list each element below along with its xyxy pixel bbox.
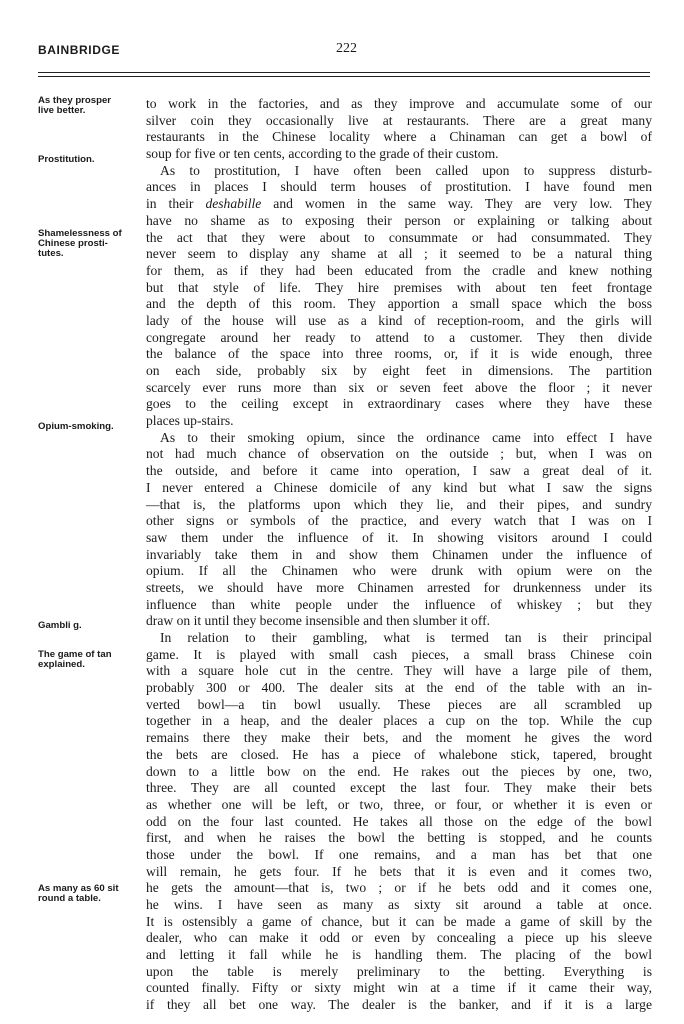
body-line: never seem to display any shame at all ; it seemed to be a natural thing [146,246,652,262]
body-line: those under the bowl. If one remains, and a man has bet that one [146,846,652,862]
body-line: if they all bet one way. The dealer is the banker, and if it is a large [146,997,652,1013]
body-line: to work in the factories, and as they improve and accumulate some of our [146,96,652,111]
body-line: game. It is played with small cash pieces, a small brass Chinese coin [146,646,652,662]
body-line: will remain, he gets four. If he bets that it is even and it comes two, [146,863,652,879]
body-line: he wins. I have seen as many as sixty sit around a table at once. [146,897,652,912]
body-line: saw them under the influence of it. In showing visitors around I could [146,529,652,545]
header-rule-bottom [38,76,650,77]
margin-note-line: Chinese prosti- [38,238,108,249]
body-line: I never entered a Chinese domicile of any kind but what I saw the signs [146,479,652,495]
body-line: invariably take them in and show them Chinamen under the influence of [146,546,652,562]
margin-note-line: As many as 60 sit [38,883,119,894]
margin-note-line: tutes. [38,248,64,259]
body-line: congregate around her ready to attend to a customer. They then divide [146,329,652,345]
body-line: verted bowl—a tin bowl usually. These pieces are all scrambled up [146,696,652,712]
margin-note-line: Opium-smoking. [38,421,114,432]
margin-note-line: Prostitution. [38,154,95,165]
margin-note [38,650,140,670]
margin-note-line: The game of tan [38,649,112,660]
header-rule-top [38,72,650,73]
body-line: first, and when he raises the bowl the betting is stopped, and he counts [146,830,652,846]
body-line: together in a heap, and the dealer places a cup on the top. While the cup [146,713,652,729]
body-line: the balance of the space into three rooms, or, if it is wide enough, three [146,346,652,362]
margin-note [38,621,140,631]
body-line: scarcely ever runs more than six or seven feet above the floor ; it never [146,379,652,395]
body-line: upon the table is merely preliminary to the betting. Everything is [146,963,652,979]
margin-note-line: As they prosper [38,95,112,106]
body-line: In relation to their gambling, what is termed tan is their principal [160,630,652,645]
margin-note-line: Gambli g. [38,620,82,631]
body-line: draw on it until they become insensible and then slumber it off. [146,613,491,629]
body-line: As to their smoking opium, since the ordinance came into effect I have [160,429,652,445]
body-line: —that is, the platforms upon which they lie, and their pipes, and sundry [146,496,652,512]
body-line: probably 300 or 400. The dealer sits at the end of the table with an in- [146,680,652,696]
body-line: the outside, and before it came into operation, I saw a great deal of it. [146,463,652,479]
body-line: It is ostensibly a game of chance, but it can be made a game of skill by the [146,913,652,929]
body-line: and the depth of this room. They apportion a small space which the boss [146,296,652,312]
body-line: silver coin they occasionally live at restaurants. There are a great many [146,112,652,128]
body-line: in their deshabille and women in the same way. They are very low. They [146,196,652,212]
body-line: with a square hole cut in the centre. They will have a large pile of them, [146,663,652,679]
body-line: ances in places I should term houses of prostitution. I have found men [146,179,652,195]
body-line: three. They are all counted except the last four. They make their bets [146,780,652,796]
running-head [38,43,648,63]
body-line: for them, as if they had been educated from the cradle and knew nothing [146,262,652,278]
margin-note [38,229,140,259]
body-line: on each side, probably six by eight feet in dimensions. The partition [146,363,652,378]
running-title: BAINBRIDGE [38,43,121,57]
body-line: soup for five or ten cents, according to the grade of their custom. [146,146,499,162]
page-number: 222 [336,41,357,56]
body-line: other signs or symbols of the practice, and every watch that I was on I [146,513,652,529]
body-line: have no shame as to exposing their person or explaining or talking about [146,212,652,228]
body-line: odd on the four last counted. He takes all those on the edge of the bowl [146,813,652,829]
body-line: he gets the amount—that is, two ; or if he bets odd and it comes one, [146,880,652,896]
body-line: goes to the ceiling except in extraordinary cases where they have these [146,396,652,412]
body-line: but that style of life. They hire premises with about ten feet frontage [146,279,652,295]
body-line: not had much chance of observation on the outside ; but, when I was on [146,446,652,462]
margin-note-line: live better. [38,105,86,116]
margin-note-line: explained. [38,659,85,670]
body-line: influence than white people under the influence of whiskey ; but they [146,596,652,612]
margin-note [38,155,140,165]
body-line: lady of the house will use as a kind of reception-room, and the girls will [146,312,652,328]
body-line: dealer, who can make it odd or even by concealing a piece up his sleeve [146,930,652,946]
body-line: places up-stairs. [146,413,234,429]
body-line: remains there they make their bets, and the moment he gives the word [146,730,652,746]
body-line: As to prostitution, I have often been called upon to suppress disturb- [160,162,652,178]
body-line: restaurants in the Chinese locality where a Chinaman can get a bowl of [146,129,652,145]
body-line: counted finally. Fifty or sixty might win at a time if it came their way, [146,980,652,996]
body-text [146,96,652,1014]
margin-note [38,422,140,432]
body-line: and letting it fall while he is handling them. The placing of the bowl [146,947,652,963]
margin-note-line: Shamelessness of [38,228,122,239]
body-line: the act that they were about to consummate or had consummated. They [146,229,652,245]
body-line: as whether one will be left, or two, three, or four, or whether it is even or [146,796,652,812]
body-line: opium. If all the Chinamen who were drunk with opium were on the [146,563,652,579]
italic-word: deshabille [205,196,262,212]
margin-note [38,96,140,116]
margin-note-line: round a table. [38,893,101,904]
body-line: streets, we should have more Chinamen arrested for drunkenness under its [146,579,652,595]
margin-note [38,884,140,904]
body-line: down to a little bow on the end. He rakes out the pieces by one, two, [146,763,652,779]
body-line: the bets are closed. He has a piece of whalebone stick, tapered, brought [146,746,652,762]
